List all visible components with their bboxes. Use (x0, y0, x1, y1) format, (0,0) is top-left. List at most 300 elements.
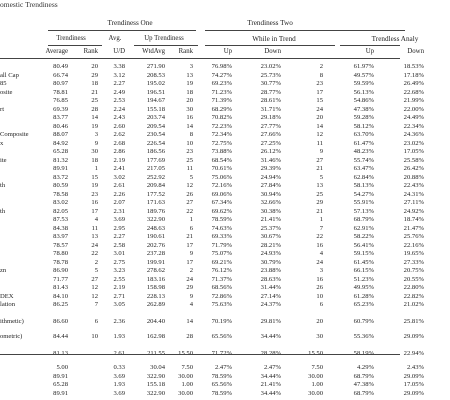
row-label: x (0, 139, 4, 147)
table-cell: 23 (91, 190, 98, 198)
table-cell: 76.85 (53, 97, 68, 104)
table-cell: 3.02 (113, 173, 125, 181)
table-cell: 15.50 (308, 349, 323, 357)
table-cell: 27.11% (403, 199, 424, 206)
table-cell: 211.55 (147, 349, 165, 357)
table-cell: 8 (319, 71, 323, 79)
table-cell: 24 (91, 241, 98, 249)
table-cell: 15 (91, 173, 98, 181)
group-header-wit: While in Trend (252, 35, 296, 43)
table-cell: 186.56 (146, 148, 165, 155)
table-cell: 59.28% (353, 114, 374, 121)
table-cell: 30.77% (260, 80, 281, 87)
table-cell: 20 (316, 318, 323, 325)
table-cell: 23 (186, 148, 193, 155)
table-cell: 26 (316, 284, 323, 291)
group-rule (205, 45, 335, 46)
table-cell: 27.25% (260, 139, 281, 147)
table-cell: 2.68 (113, 139, 125, 147)
table-cell: 177.52 (146, 190, 165, 198)
table-cell: 78.57 (53, 241, 68, 249)
table-cell: 59.15% (353, 250, 374, 257)
column-header-average: Average (45, 48, 68, 55)
table-cell: 71.39% (211, 97, 232, 104)
table-cell: 58.13% (353, 182, 374, 189)
table-cell: 2.53 (113, 97, 125, 104)
table-cell: 3.23 (113, 267, 125, 274)
table-cell: 30.79% (260, 258, 281, 266)
table-cell: 25.58% (403, 156, 424, 164)
table-cell: 22.80% (403, 284, 424, 291)
table-cell: 217.05 (146, 165, 165, 172)
table-cell: 13 (186, 71, 193, 79)
table-cell: 3.69 (113, 216, 125, 223)
column-header-wtdavg: WtdAvg (142, 48, 165, 55)
table-cell: 9 (189, 250, 193, 257)
group-header-ana: Trendless Analy (371, 35, 419, 43)
table-cell: 23.02% (260, 63, 281, 70)
table-cell: 76.12% (211, 267, 232, 274)
table-cell: 49.57% (353, 71, 374, 79)
table-cell: 26.12% (260, 148, 281, 155)
table-cell: 12 (91, 292, 98, 300)
table-cell: 9 (94, 139, 98, 147)
table-cell: 14 (91, 114, 98, 121)
table-cell: 30.67% (260, 233, 281, 240)
column-header-up: Up (223, 48, 232, 55)
table-cell: 12 (186, 182, 193, 189)
group-rule (205, 30, 405, 31)
group-header-one: Trendiness One (107, 19, 153, 27)
table-cell: 30.94% (260, 190, 281, 198)
table-cell: 55.91% (353, 199, 374, 206)
row-label: ite (0, 156, 7, 164)
page-title: omestic Trendiness (0, 0, 58, 9)
row-label: ithmetic) (0, 318, 24, 325)
table-cell: 3 (319, 267, 323, 274)
table-cell: 84.10 (53, 292, 68, 300)
table-cell: 2.27 (113, 80, 125, 87)
table-cell: 81.32 (53, 156, 68, 164)
table-cell: 4.29% (356, 364, 374, 371)
table-cell: 248.63 (146, 224, 165, 232)
table-cell: 24.36% (403, 131, 424, 138)
table-cell: 66.74 (53, 71, 68, 79)
table-cell: 322.90 (146, 389, 165, 397)
table-cell: 30.00 (178, 372, 193, 380)
table-cell: 78.59% (211, 372, 232, 380)
table-cell: 190.61 (146, 233, 165, 240)
subgroup-header-avg: Avg. (108, 35, 122, 42)
table-cell: 18 (91, 156, 98, 164)
table-cell: 14 (316, 122, 323, 130)
table-cell: 16 (316, 275, 323, 283)
table-cell: 14 (186, 122, 193, 130)
table-cell: 2.31 (113, 207, 125, 215)
table-cell: 80.46 (53, 122, 68, 130)
table-cell: 58.22% (353, 233, 374, 240)
table-cell: 26.42% (403, 165, 424, 172)
table-cell: 194.67 (146, 97, 165, 104)
table-cell: 27.77% (260, 122, 281, 130)
table-cell: 6 (319, 301, 323, 308)
table-cell: 28.63% (260, 275, 281, 283)
table-cell: 10 (91, 332, 98, 340)
table-cell: 75.07% (211, 250, 232, 257)
table-cell: 32.66% (260, 199, 281, 206)
table-cell: 2.86 (113, 148, 125, 155)
table-cell: 11 (316, 139, 323, 147)
table-cell: 84.44 (53, 332, 68, 340)
column-header-rank2: Rank (178, 48, 193, 55)
table-cell: 54.27% (353, 190, 374, 198)
table-cell: 9 (189, 292, 193, 300)
table-cell: 3.12 (113, 71, 125, 79)
table-cell: 82.05 (53, 207, 68, 215)
table-cell: 21.47% (403, 224, 424, 232)
table-cell: 65.28 (53, 381, 68, 388)
table-cell: 61.47% (353, 139, 374, 147)
table-cell: 22.00% (403, 105, 424, 113)
table-cell: 20 (186, 97, 193, 104)
table-cell: 67.34% (211, 199, 232, 206)
column-header-up2: Up (365, 48, 374, 55)
table-cell: 252.92 (146, 173, 165, 181)
table-cell: 27.84% (260, 182, 281, 189)
table-cell: 63.47% (353, 165, 374, 172)
table-cell: 5 (189, 173, 193, 181)
table-cell: 30.04 (150, 364, 165, 371)
table-cell: 2.61 (113, 182, 125, 189)
table-cell: 68.79% (353, 372, 374, 380)
table-cell: 12 (316, 131, 323, 138)
table-cell: 17 (91, 207, 98, 215)
table-cell: 17 (186, 258, 193, 266)
table-cell: 14 (186, 318, 193, 325)
table-cell: 51.23% (353, 275, 374, 283)
group-rule (340, 45, 400, 46)
table-cell: 16 (91, 199, 98, 206)
table-cell: 29.09% (403, 389, 424, 397)
table-cell: 195.02 (146, 80, 165, 87)
column-header-ud: U/D (113, 48, 125, 55)
table-cell: 208.53 (146, 71, 165, 79)
table-cell: 1 (319, 216, 323, 223)
table-cell: 69.39 (53, 105, 68, 113)
table-cell: 22.43% (403, 182, 424, 189)
table-cell: 31.46% (260, 156, 281, 164)
table-cell: 88.07 (53, 131, 68, 138)
table-cell: 16 (316, 241, 323, 249)
table-cell: 28 (186, 332, 193, 340)
table-cell: 68.54% (211, 156, 232, 164)
table-cell: 18 (91, 80, 98, 87)
table-cell: 30 (186, 105, 193, 113)
table-cell: 29 (316, 199, 323, 206)
table-cell: 4 (94, 216, 98, 223)
table-cell: 13 (91, 233, 98, 240)
table-cell: 2.43% (406, 364, 424, 371)
table-cell: 22.82% (403, 292, 424, 300)
table-cell: 1.93 (113, 381, 125, 388)
table-cell: 21 (316, 207, 323, 215)
table-cell: 65.56% (211, 332, 232, 340)
table-cell: 89.91 (53, 372, 68, 380)
table-cell: 72.34% (211, 131, 232, 138)
table-cell: 69.62% (211, 207, 232, 215)
table-cell: 83.97 (53, 233, 68, 240)
table-cell: 70.82% (211, 114, 232, 121)
table-cell: 68.79% (353, 389, 374, 397)
table-cell: 61.45% (353, 258, 374, 266)
table-cell: 31.44% (260, 284, 281, 291)
table-cell: 78.78 (53, 258, 68, 266)
table-cell: 25.37% (260, 224, 281, 232)
table-cell: 209.84 (146, 182, 165, 189)
table-cell: 3 (189, 63, 193, 70)
table-cell: 26.49% (403, 80, 424, 87)
table-cell: 22 (186, 207, 193, 215)
group-header-two: Trendiness Two (247, 19, 293, 27)
table-cell: 2.61 (113, 349, 125, 357)
table-cell: 4 (189, 301, 193, 308)
table-cell: 2.62 (113, 131, 125, 138)
table-cell: 34.44% (260, 372, 281, 380)
table-cell: 29.39% (260, 165, 281, 172)
table-cell: 72.75% (211, 139, 232, 147)
table-cell: 54.86% (353, 97, 374, 104)
table-cell: 278.62 (146, 267, 165, 274)
table-cell: 86.60 (53, 318, 68, 325)
row-label: lation (0, 301, 16, 308)
table-cell: 27 (186, 199, 193, 206)
table-cell: 2.49 (113, 88, 125, 96)
table-cell: 28.21% (260, 241, 281, 249)
table-cell: 7.50 (311, 364, 323, 371)
table-cell: 70.19% (211, 318, 232, 325)
table-cell: 2 (94, 258, 98, 266)
table-cell: 20.75% (403, 267, 424, 274)
table-cell: 23.02% (403, 139, 424, 147)
table-cell: 63.70% (353, 131, 374, 138)
table-cell: 155.18 (146, 381, 165, 388)
table-cell: 78.59% (211, 216, 232, 223)
table-cell: 2.75 (113, 258, 125, 266)
table-cell: 15.50 (178, 349, 193, 357)
table-cell: 83.02 (53, 199, 68, 206)
table-cell: 203.74 (146, 114, 165, 121)
table-cell: 69.06% (211, 190, 232, 198)
table-cell: 24.94% (260, 173, 281, 181)
table-cell: 28 (91, 105, 98, 113)
table-cell: 21 (186, 233, 193, 240)
table-cell: 27.33% (403, 258, 424, 266)
subgroup-header-up_trendiness: Up Trendiness (144, 35, 184, 42)
table-cell: 74.63% (211, 224, 232, 232)
table-cell: 47.38% (353, 105, 374, 113)
table-cell: 2.47% (263, 364, 281, 371)
table-cell: 61.97% (353, 63, 374, 70)
table-cell: 80.59 (53, 182, 68, 189)
table-cell: 3.38 (113, 63, 125, 70)
table-cell: 1.00 (181, 381, 193, 388)
table-cell: 30 (91, 148, 98, 155)
table-cell: 29 (186, 284, 193, 291)
table-cell: 11 (186, 165, 193, 172)
table-cell: 78.81 (53, 88, 68, 96)
table-cell: 18.53% (403, 63, 424, 70)
table-cell: 72.86% (211, 292, 232, 300)
table-cell: 20 (316, 114, 323, 121)
table-cell: 24 (316, 258, 323, 266)
table-cell: 5 (319, 173, 323, 181)
table-cell: 15 (316, 97, 323, 104)
table-cell: 202.76 (146, 241, 165, 249)
table-cell: 31.71% (260, 105, 281, 113)
table-cell: 83.72 (53, 173, 68, 181)
table-cell: 204.40 (146, 318, 165, 325)
table-cell: 81.13 (53, 349, 68, 357)
table-cell: 2.95 (113, 224, 125, 232)
table-cell: 56.41% (353, 241, 374, 249)
table-cell: 66.15% (353, 267, 374, 274)
table-cell: 3.01 (113, 250, 125, 257)
table-cell: 22.68% (403, 88, 424, 96)
table-cell: 29 (91, 71, 98, 79)
table-cell: 21 (91, 88, 98, 96)
table-cell: 196.51 (146, 88, 165, 96)
table-cell: 69.23% (211, 80, 232, 87)
table-cell: 3.69 (113, 389, 125, 397)
table-cell: 2.19 (113, 156, 125, 164)
table-cell: 19 (91, 122, 98, 130)
table-cell: 56.13% (353, 88, 374, 96)
table-cell: 20 (91, 63, 98, 70)
table-cell: 68.29% (211, 105, 232, 113)
table-cell: 2.58 (113, 241, 125, 249)
table-cell: 57.13% (353, 207, 374, 215)
table-cell: 71.37% (211, 275, 232, 283)
table-cell: 20.55% (403, 275, 424, 283)
table-cell: 24.92% (403, 207, 424, 215)
table-cell: 22 (91, 250, 98, 257)
table-cell: 25 (91, 97, 98, 104)
table-cell: 25 (316, 190, 323, 198)
table-cell: 59.59% (353, 80, 374, 87)
summary-rule (0, 354, 400, 355)
table-cell: 17.05% (403, 148, 424, 155)
table-cell: 29.81% (260, 318, 281, 325)
row-label: osite (0, 88, 13, 96)
table-cell: 73.88% (211, 148, 232, 155)
table-cell: 199.91 (146, 258, 165, 266)
table-cell: 21.41% (260, 216, 281, 223)
table-cell: 6 (189, 224, 193, 232)
table-cell: 18 (186, 88, 193, 96)
table-cell: 1 (189, 216, 193, 223)
table-cell: 69.33% (211, 233, 232, 240)
table-cell: 9 (319, 148, 323, 155)
table-cell: 21.99% (403, 97, 424, 104)
table-cell: 71.79% (211, 241, 232, 249)
table-cell: 23 (316, 80, 323, 87)
table-cell: 25.73% (260, 71, 281, 79)
table-cell: 22.34% (403, 122, 424, 130)
row-label: rt (0, 105, 5, 113)
table-cell: 17.18% (403, 71, 424, 79)
table-cell: 48.23% (353, 148, 374, 155)
table-cell: 76.98% (211, 63, 232, 70)
table-cell: 27.14% (260, 292, 281, 300)
table-cell: 55.74% (353, 156, 374, 164)
table-cell: 72.23% (211, 122, 232, 130)
table-cell: 65.23% (353, 301, 374, 308)
table-cell: 34.44% (260, 332, 281, 340)
column-header-down2: Down (407, 48, 424, 55)
table-cell: 22 (316, 233, 323, 240)
table-cell: 78.80 (53, 250, 68, 257)
table-cell: 68.79% (353, 216, 374, 223)
table-cell: 28.28% (260, 349, 281, 357)
table-cell: 84.38 (53, 224, 68, 232)
header-rule (0, 58, 400, 59)
table-cell: 162.98 (146, 332, 165, 340)
table-cell: 58.12% (353, 122, 374, 130)
subgroup-rule (134, 45, 198, 46)
table-cell: 25.81% (403, 318, 424, 325)
table-cell: 2.27 (113, 233, 125, 240)
table-cell: 1.93 (113, 332, 125, 340)
table-cell: 2.41 (113, 165, 125, 172)
table-cell: 75.63% (211, 301, 232, 308)
table-cell: 30.00 (308, 389, 323, 397)
table-cell: 1 (94, 165, 98, 172)
group-rule (48, 30, 196, 31)
column-header-down: Down (264, 48, 281, 55)
table-cell: 69.21% (211, 258, 232, 266)
table-cell: 89.91 (53, 389, 68, 397)
subgroup-rule (48, 45, 102, 46)
table-cell: 183.16 (146, 275, 165, 283)
table-cell: 230.54 (146, 131, 165, 138)
table-cell: 24.49% (403, 114, 424, 121)
table-cell: 21.02% (403, 301, 424, 308)
table-cell: 83.77 (53, 114, 68, 121)
table-cell: 29.09% (403, 332, 424, 340)
table-cell: 26 (186, 190, 193, 198)
table-cell: 2.24 (113, 105, 125, 113)
table-cell: 13 (316, 182, 323, 189)
row-label: DEX (0, 292, 14, 300)
table-cell: 60.79% (353, 318, 374, 325)
table-cell: 58.19% (353, 349, 374, 357)
table-cell: 7 (94, 301, 98, 308)
table-cell: 28.77% (260, 88, 281, 96)
table-cell: 262.89 (146, 301, 165, 308)
table-cell: 71.72% (211, 349, 232, 357)
table-cell: 16 (186, 114, 193, 121)
table-cell: 25 (186, 156, 193, 164)
table-cell: 0.33 (113, 364, 125, 371)
table-cell: 87.53 (53, 216, 68, 223)
row-label: th (0, 182, 6, 189)
table-cell: 27.66% (260, 131, 281, 138)
table-cell: 2.36 (113, 318, 125, 325)
row-label: 85 (0, 80, 7, 87)
table-cell: 19 (91, 182, 98, 189)
table-cell: 24.31% (403, 190, 424, 198)
table-cell: 84.92 (53, 139, 68, 147)
